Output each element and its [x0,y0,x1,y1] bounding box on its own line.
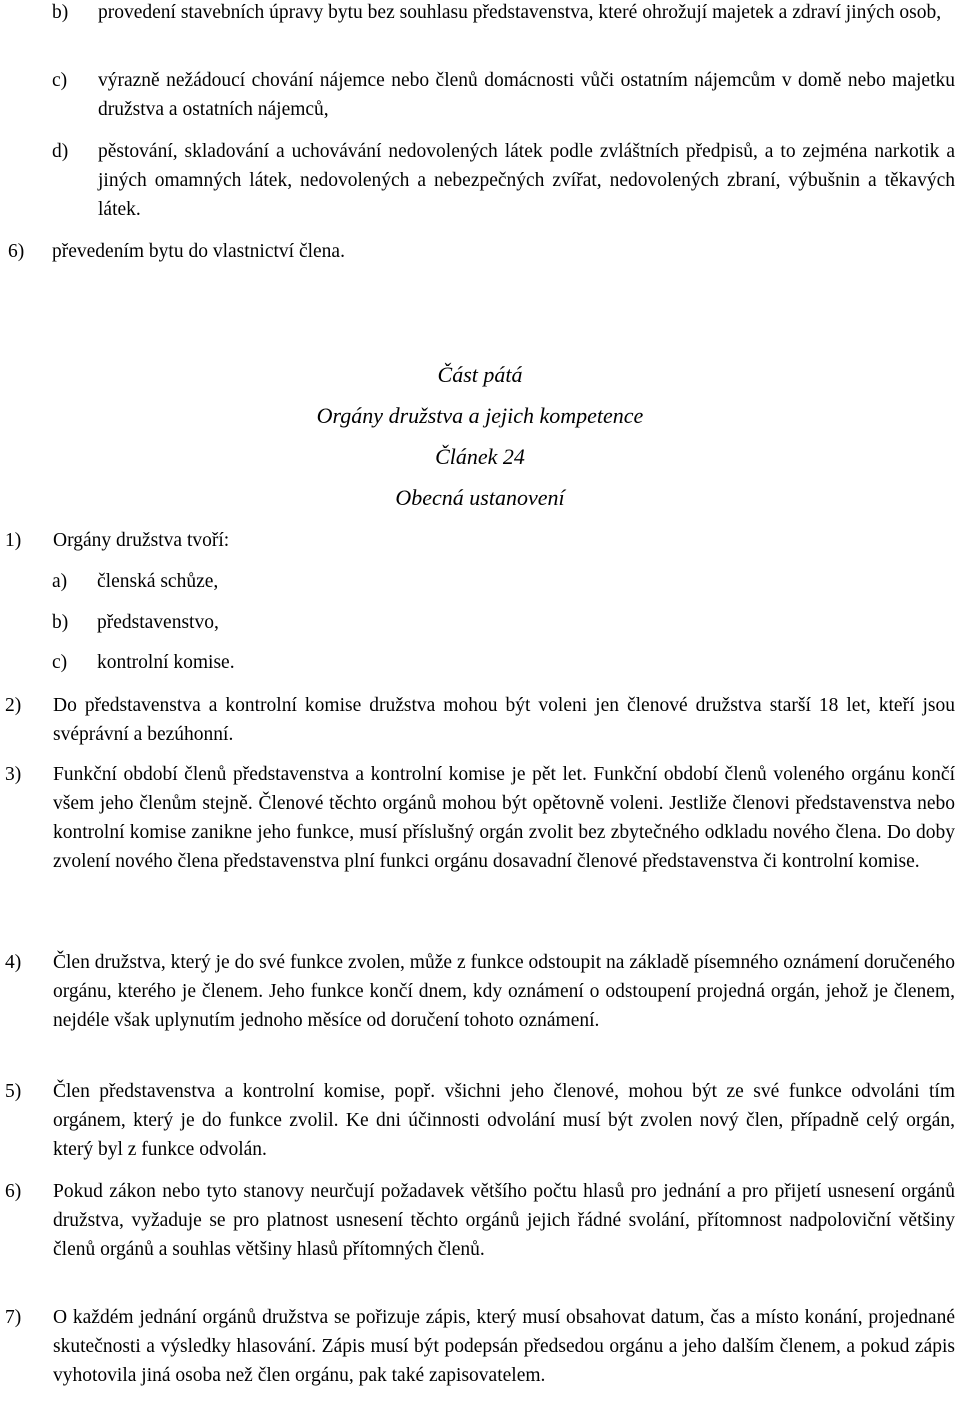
list-item-label: d) [52,141,69,162]
clause-5 [5,1077,955,1164]
clause-label: 1) [5,530,22,551]
list-item-c [52,66,955,124]
clause-text: Člen družstva, který je do své funkce zvolen, může z funkce odstoupit na základě písemného oznámení doručeného orgánu, kterého je členem. Jeho funkce končí dnem, kdy oznámení o odstoupení projedná orgán, jehož je členem, nejdéle však uplynutím jednoho měsíce od doručení tohoto oznámení. [53,952,955,1031]
list-item-text: výrazně nežádoucí chování nájemce nebo členů domácnosti vůči ostatním nájemcům v domě nebo majetku družstva a ostatních nájemců, [98,70,955,120]
list-item-text: pěstování, skladování a uchovávání nedovolených látek podle zvláštních předpisů, a to zejména narkotik a jiných omamných látek, nedovolených a nebezpečných zvířat, nedovolených zbraní, výbušnin a těkavých látek. [98,141,955,220]
list-item-b [52,0,955,27]
sub-item-text: členská schůze, [97,571,219,592]
sub-item-label: c) [52,652,68,673]
clause-text: převedením bytu do vlastnictví člena. [52,241,345,262]
sub-item-c [52,648,452,677]
sub-item-label: b) [52,612,69,633]
clause-2 [5,691,955,749]
clause-label: 3) [5,764,22,785]
clause-6-previous [8,237,955,266]
list-item-text: provedení stavebních úpravy bytu bez souhlasu představenstva, které ohrožují majetek a zdraví jiných osob, [98,2,942,23]
clause-text: Orgány družstva tvoří: [53,530,230,551]
clause-text: Do představenstva a kontrolní komise družstva mohou být voleni jen členové družstva starší 18 let, kteří jsou svéprávní a bezúhonní. [53,695,955,745]
part-title: Orgány družstva a jejich kompetence [316,403,644,428]
clause-text: O každém jednání orgánů družstva se pořizuje zápis, který musí obsahovat datum, čas a místo konání, projednané skutečnosti a výsledky hlasování. Zápis musí být podepsán předsedou orgánu a jeho dalším členem, a pokud zápis vyhotovila jiná osoba než člen orgánu, pak také zapisovatelem. [53,1307,955,1386]
clause-label: 6) [8,241,25,262]
clause-7 [5,1303,955,1390]
part-heading: Část pátá [437,362,523,387]
clause-label: 2) [5,695,22,716]
clause-label: 6) [5,1181,22,1202]
article-title: Obecná ustanovení [395,485,565,510]
clause-text: Pokud zákon nebo tyto stanovy neurčují požadavek většího počtu hlasů pro jednání a pro přijetí usnesení orgánů družstva, vyžaduje se pro platnost usnesení těchto orgánů jejich řádné svolání, přítomnost nadpoloviční většiny členů orgánů a souhlas většiny hlasů přítomných členů. [53,1181,955,1260]
clause-3 [5,760,955,876]
list-item-label: b) [52,2,69,23]
sub-item-b [52,608,452,637]
sub-item-label: a) [52,571,68,592]
list-item-label: c) [52,70,68,91]
list-item-d [52,137,955,224]
sub-item-a [52,567,452,596]
article-heading: Článek 24 [435,444,525,469]
clause-4 [5,948,955,1035]
clause-6 [5,1177,955,1264]
clause-1 [5,526,405,555]
clause-label: 4) [5,952,22,973]
sub-item-text: kontrolní komise. [97,652,235,673]
sub-item-text: představenstvo, [97,612,219,633]
clause-text: Funkční období členů představenstva a kontrolní komise je pět let. Funkční období členů voleného orgánu končí všem jeho členům stejně. Členové těchto orgánů mohou být opětovně voleni. Jestliže členovi představenstva nebo kontrolní komise zanikne jeho funkce, musí příslušný orgán zvolit bez zbytečného odkladu nového člena. Do doby zvolení nového člena představenstva plní funkci orgánu dosavadní členové představenstva či kontrolní komise. [53,764,955,872]
clause-text: Člen představenstva a kontrolní komise, popř. všichni jeho členové, mohou být ze své funkce odvoláni tím orgánem, který je do funkce zvolil. Ke dni účinnosti odvolání musí být zvolen nový člen, případně celý orgán, který byl z funkce odvolán. [53,1081,955,1160]
clause-label: 7) [5,1307,22,1328]
clause-label: 5) [5,1081,22,1102]
